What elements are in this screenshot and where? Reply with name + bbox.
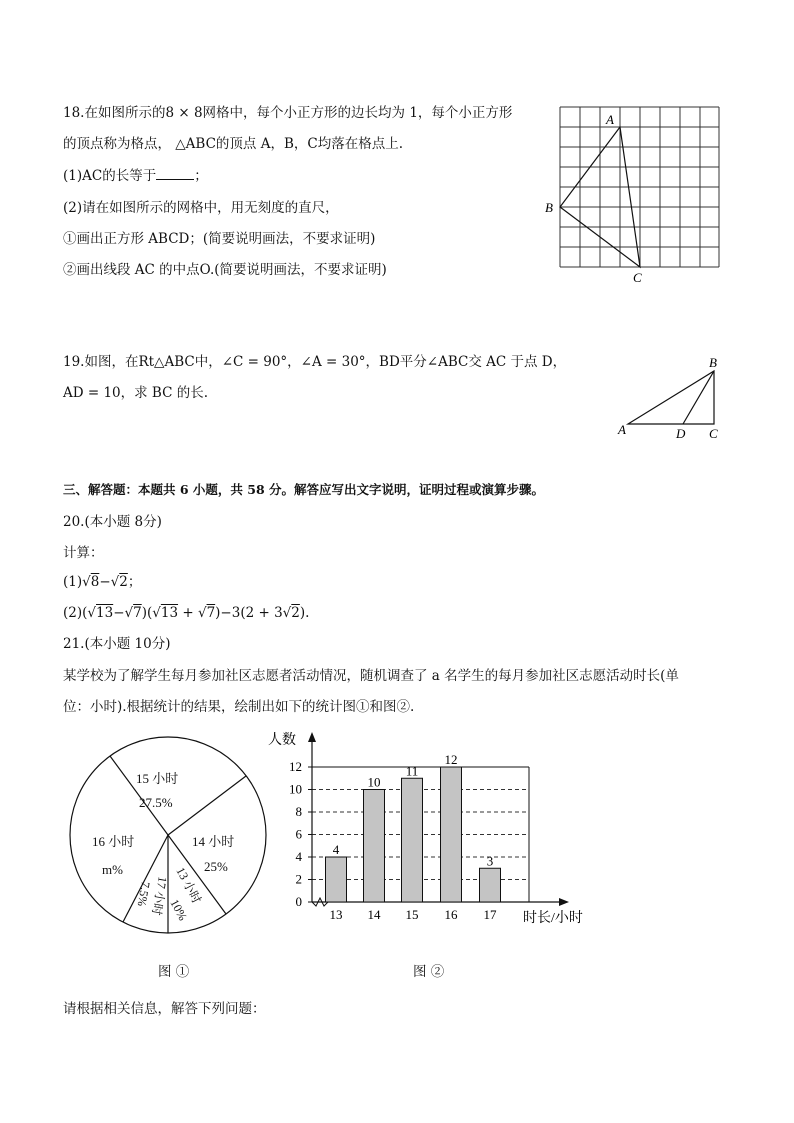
q18-line2: 的顶点称为格点， △ABC的顶点 A，B，C均落在格点上. [63, 136, 404, 152]
y-tick-label: 2 [295, 871, 302, 887]
label-c: C [633, 270, 642, 285]
pie-label-16h: 16 小时 [92, 834, 135, 849]
q20-p2-r7a: 7 [133, 605, 142, 621]
triangle-abc-right [628, 371, 714, 424]
label-a: A [606, 112, 614, 127]
q18-part1-end: ； [194, 168, 208, 184]
grid-lines [560, 107, 719, 267]
q21-closing: 请根据相关信息，解答下列问题： [63, 1001, 266, 1017]
label-c: C [709, 426, 718, 441]
bar-15 [402, 778, 423, 902]
q19-line2: AD = 10，求 BC 的长. [63, 385, 209, 401]
q20-p2-mid: )( [141, 605, 153, 621]
x-tick-label: 16 [444, 907, 458, 922]
pie-pct-17h: 7.5% [134, 880, 153, 908]
bisector-bd [683, 371, 714, 424]
y-tick-label: 10 [289, 781, 302, 797]
bar-value-label: 4 [332, 842, 340, 857]
q20-p2-plus: + [178, 605, 198, 621]
pie-label-15h: 15 小时 [136, 771, 179, 786]
q18-part1-text: (1)AC的长等于 [63, 168, 157, 184]
q18-grid-figure [540, 100, 740, 290]
q20-p1-post: ； [127, 574, 142, 590]
q20-p2-r13b: 13 [160, 605, 179, 621]
bar-13 [326, 857, 347, 902]
bar-value-label: 3 [486, 853, 494, 869]
pie-label-17h: 17 小时 [149, 875, 170, 917]
label-a: A [618, 422, 626, 437]
y-tick-label: 4 [295, 849, 302, 864]
y-tick-label: 0 [295, 894, 302, 909]
bar-16 [441, 767, 462, 902]
q20-p2-minus: − [113, 605, 125, 621]
pie-caption: 图 ① [158, 964, 190, 980]
y-tick-label: 12 [289, 759, 302, 774]
x-axis-arrow [559, 898, 569, 906]
q18-part2-step1: ①画出正方形 ABCD；(简要说明画法，不要求证明) [63, 231, 376, 247]
answer-blank [156, 167, 194, 180]
label-b: B [709, 355, 717, 370]
q19-line1: 19.如图，在Rt△ABC中，∠C = 90°，∠A = 30°，BD平分∠ABC交 AC 于点 D， [63, 354, 567, 370]
section-3-heading: 三、解答题：本题共 6 小题，共 58 分。解答应写出文字说明，证明过程或演算步骤。 [63, 482, 545, 497]
q20-p1-radicand1: 8 [90, 574, 100, 590]
q20-part1: (1)√8−√2； [63, 574, 142, 590]
y-tick-label: 6 [295, 826, 302, 842]
label-b: B [545, 200, 553, 215]
bar-value-label: 12 [444, 752, 458, 767]
pie-label-13h: 13 小时 [173, 864, 205, 906]
x-tick-label: 13 [329, 907, 343, 922]
pie-chart [60, 735, 280, 945]
x-axis-title: 时长/小时 [523, 911, 583, 926]
x-tick-label: 15 [405, 907, 419, 922]
pie-pct-15h: 27.5% [139, 795, 173, 810]
bar-marks [326, 752, 501, 922]
y-tick-label: 8 [295, 804, 302, 819]
q20-intro: 计算： [63, 545, 104, 561]
bar-chart [260, 725, 600, 935]
q20-p1-minus: − [99, 574, 111, 590]
q20-p2-end: ). [299, 605, 310, 621]
q20-p2-r2: 2 [291, 605, 300, 621]
bar-value-label: 10 [367, 774, 381, 790]
pie-pct-13h: 10% [167, 896, 191, 923]
pie-pct-16h: m% [102, 862, 123, 877]
q20-title: 20.(本小题 8分) [63, 514, 162, 530]
q18-part2-step2: ②画出线段 AC 的中点O.(简要说明画法，不要求证明) [63, 262, 387, 278]
q20-p2-r7b: 7 [206, 605, 216, 621]
x-tick-label: 14 [367, 907, 381, 922]
q21-line1: 某学校为了解学生每月参加社区志愿者活动情况，随机调查了 a 名学生的每月参加社区志愿活动时长(单 [63, 668, 679, 684]
q20-p2-r13a: 13 [96, 605, 114, 621]
label-d: D [676, 426, 686, 441]
q20-p1-radicand2: 2 [119, 574, 128, 590]
bar-caption: 图 ② [413, 964, 445, 980]
q20-part2: (2)(√13−√7)(√13 + √7)−3(2 + 3√2). [63, 605, 310, 621]
q21-line2: 位：小时).根据统计的结果，绘制出如下的统计图①和图②. [63, 699, 415, 715]
q20-p1-pre: (1) [63, 574, 83, 590]
q18-part1 [63, 167, 208, 185]
pie-pct-14h: 25% [204, 859, 228, 874]
q18-part2: (2)请在如图所示的网格中，用无刻度的直尺， [63, 200, 339, 216]
q19-triangle-figure [610, 350, 740, 445]
y-axis-arrow [308, 732, 316, 742]
q20-p2-tail: )−3(2 + 3 [215, 605, 283, 621]
x-tick-label: 17 [483, 907, 497, 922]
bar-17 [480, 868, 501, 902]
q18-line1: 18.在如图所示的8 × 8网格中，每个小正方形的边长均为 1，每个小正方形 [63, 105, 513, 121]
pie-label-14h: 14 小时 [192, 834, 235, 849]
q21-title: 21.(本小题 10分) [63, 636, 171, 652]
bar-14 [364, 790, 385, 903]
q20-p2-a: (2)( [63, 605, 88, 621]
y-axis-title: 人数 [268, 733, 296, 748]
bar-value-label: 11 [405, 763, 419, 779]
